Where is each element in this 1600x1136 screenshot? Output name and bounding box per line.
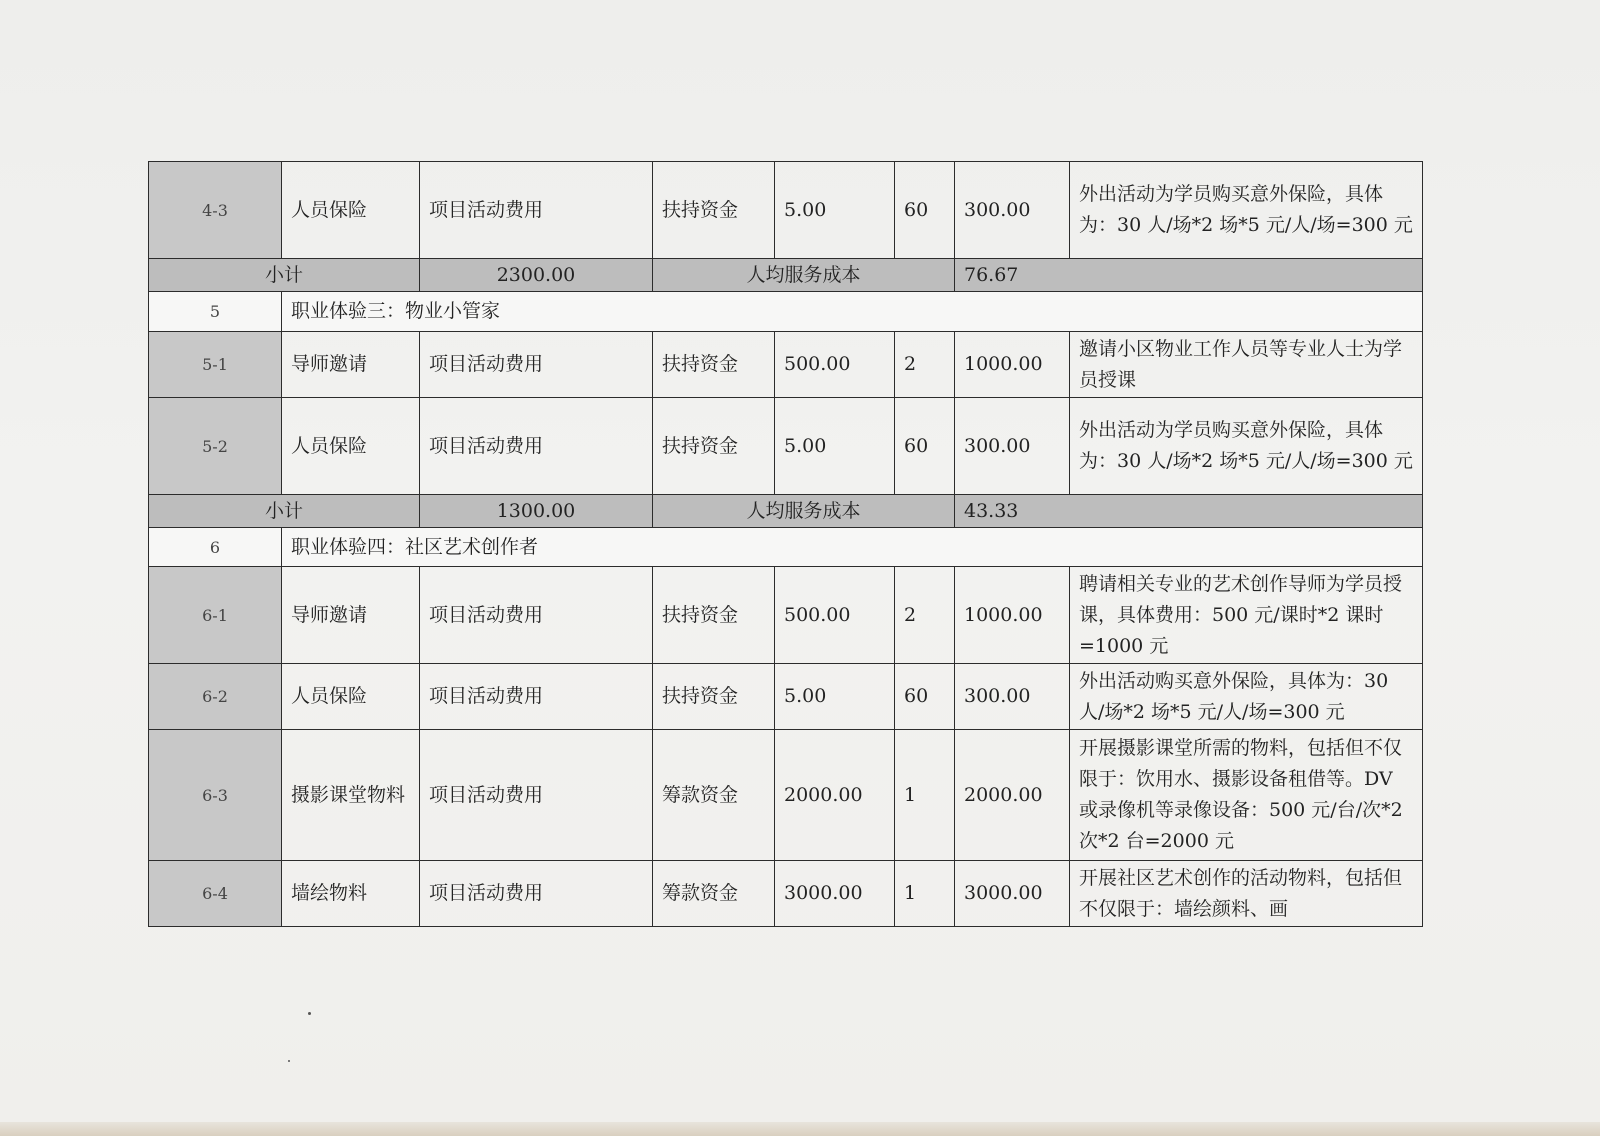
item-name: 人员保险 <box>282 398 420 495</box>
budget-item-row <box>149 332 1423 398</box>
item-unit-price: 2000.00 <box>775 730 895 861</box>
item-unit-price: 3000.00 <box>775 861 895 927</box>
item-total: 1000.00 <box>955 567 1070 664</box>
item-quantity: 1 <box>895 730 955 861</box>
item-unit-price: 5.00 <box>775 398 895 495</box>
item-name: 摄影课堂物料 <box>282 730 420 861</box>
item-unit-price: 500.00 <box>775 332 895 398</box>
item-code: 5-1 <box>149 332 282 398</box>
item-quantity: 2 <box>895 332 955 398</box>
item-code: 4-3 <box>149 162 282 259</box>
item-fund-source: 扶持资金 <box>653 162 775 259</box>
paper-speck <box>288 1060 290 1062</box>
item-category: 项目活动费用 <box>420 332 653 398</box>
item-unit-price: 500.00 <box>775 567 895 664</box>
budget-item-row <box>149 567 1423 664</box>
item-category: 项目活动费用 <box>420 664 653 730</box>
item-category: 项目活动费用 <box>420 861 653 927</box>
section-row <box>149 528 1423 567</box>
item-code: 6-4 <box>149 861 282 927</box>
desk-surface <box>0 1122 1600 1136</box>
subtotal-row <box>149 495 1423 528</box>
item-total: 2000.00 <box>955 730 1070 861</box>
item-note: 开展社区艺术创作的活动物料，包括但不仅限于：墙绘颜料、画 <box>1070 861 1423 927</box>
subtotal-amount: 2300.00 <box>420 259 653 292</box>
item-category: 项目活动费用 <box>420 398 653 495</box>
item-quantity: 1 <box>895 861 955 927</box>
per-capita-label: 人均服务成本 <box>653 259 955 292</box>
per-capita-value: 43.33 <box>955 495 1423 528</box>
item-total: 300.00 <box>955 162 1070 259</box>
section-code: 5 <box>149 292 282 332</box>
item-category: 项目活动费用 <box>420 730 653 861</box>
budget-table <box>148 161 1423 927</box>
item-quantity: 60 <box>895 162 955 259</box>
item-name: 人员保险 <box>282 162 420 259</box>
item-note: 开展摄影课堂所需的物料，包括但不仅限于：饮用水、摄影设备租借等。DV 或录像机等录像设备：500 元/台/次*2 次*2 台=2000 元 <box>1070 730 1423 861</box>
item-fund-source: 筹款资金 <box>653 861 775 927</box>
section-title: 职业体验四：社区艺术创作者 <box>282 528 1423 567</box>
item-quantity: 60 <box>895 398 955 495</box>
item-fund-source: 筹款资金 <box>653 730 775 861</box>
item-total: 1000.00 <box>955 332 1070 398</box>
item-note: 外出活动为学员购买意外保险，具体为：30 人/场*2 场*5 元/人/场=300 元 <box>1070 398 1423 495</box>
subtotal-label: 小计 <box>149 259 420 292</box>
item-note: 聘请相关专业的艺术创作导师为学员授课，具体费用：500 元/课时*2 课时=1000 元 <box>1070 567 1423 664</box>
per-capita-label: 人均服务成本 <box>653 495 955 528</box>
item-name: 墙绘物料 <box>282 861 420 927</box>
item-code: 6-2 <box>149 664 282 730</box>
item-name: 导师邀请 <box>282 567 420 664</box>
item-total: 3000.00 <box>955 861 1070 927</box>
item-total: 300.00 <box>955 398 1070 495</box>
section-code: 6 <box>149 528 282 567</box>
item-category: 项目活动费用 <box>420 567 653 664</box>
budget-item-row <box>149 398 1423 495</box>
budget-item-row <box>149 162 1423 259</box>
budget-item-row <box>149 730 1423 861</box>
paper-speck <box>308 1012 311 1015</box>
item-note: 外出活动购买意外保险，具体为：30 人/场*2 场*5 元/人/场=300 元 <box>1070 664 1423 730</box>
item-total: 300.00 <box>955 664 1070 730</box>
item-name: 人员保险 <box>282 664 420 730</box>
item-category: 项目活动费用 <box>420 162 653 259</box>
item-unit-price: 5.00 <box>775 162 895 259</box>
subtotal-amount: 1300.00 <box>420 495 653 528</box>
item-note: 邀请小区物业工作人员等专业人士为学员授课 <box>1070 332 1423 398</box>
item-fund-source: 扶持资金 <box>653 332 775 398</box>
item-code: 6-1 <box>149 567 282 664</box>
budget-table-body <box>149 162 1423 927</box>
item-code: 6-3 <box>149 730 282 861</box>
subtotal-row <box>149 259 1423 292</box>
item-name: 导师邀请 <box>282 332 420 398</box>
subtotal-label: 小计 <box>149 495 420 528</box>
section-title: 职业体验三：物业小管家 <box>282 292 1423 332</box>
item-quantity: 2 <box>895 567 955 664</box>
item-code: 5-2 <box>149 398 282 495</box>
budget-item-row <box>149 861 1423 927</box>
budget-item-row <box>149 664 1423 730</box>
item-unit-price: 5.00 <box>775 664 895 730</box>
per-capita-value: 76.67 <box>955 259 1423 292</box>
item-quantity: 60 <box>895 664 955 730</box>
section-row <box>149 292 1423 332</box>
item-note: 外出活动为学员购买意外保险，具体为：30 人/场*2 场*5 元/人/场=300 元 <box>1070 162 1423 259</box>
item-fund-source: 扶持资金 <box>653 398 775 495</box>
item-fund-source: 扶持资金 <box>653 664 775 730</box>
item-fund-source: 扶持资金 <box>653 567 775 664</box>
